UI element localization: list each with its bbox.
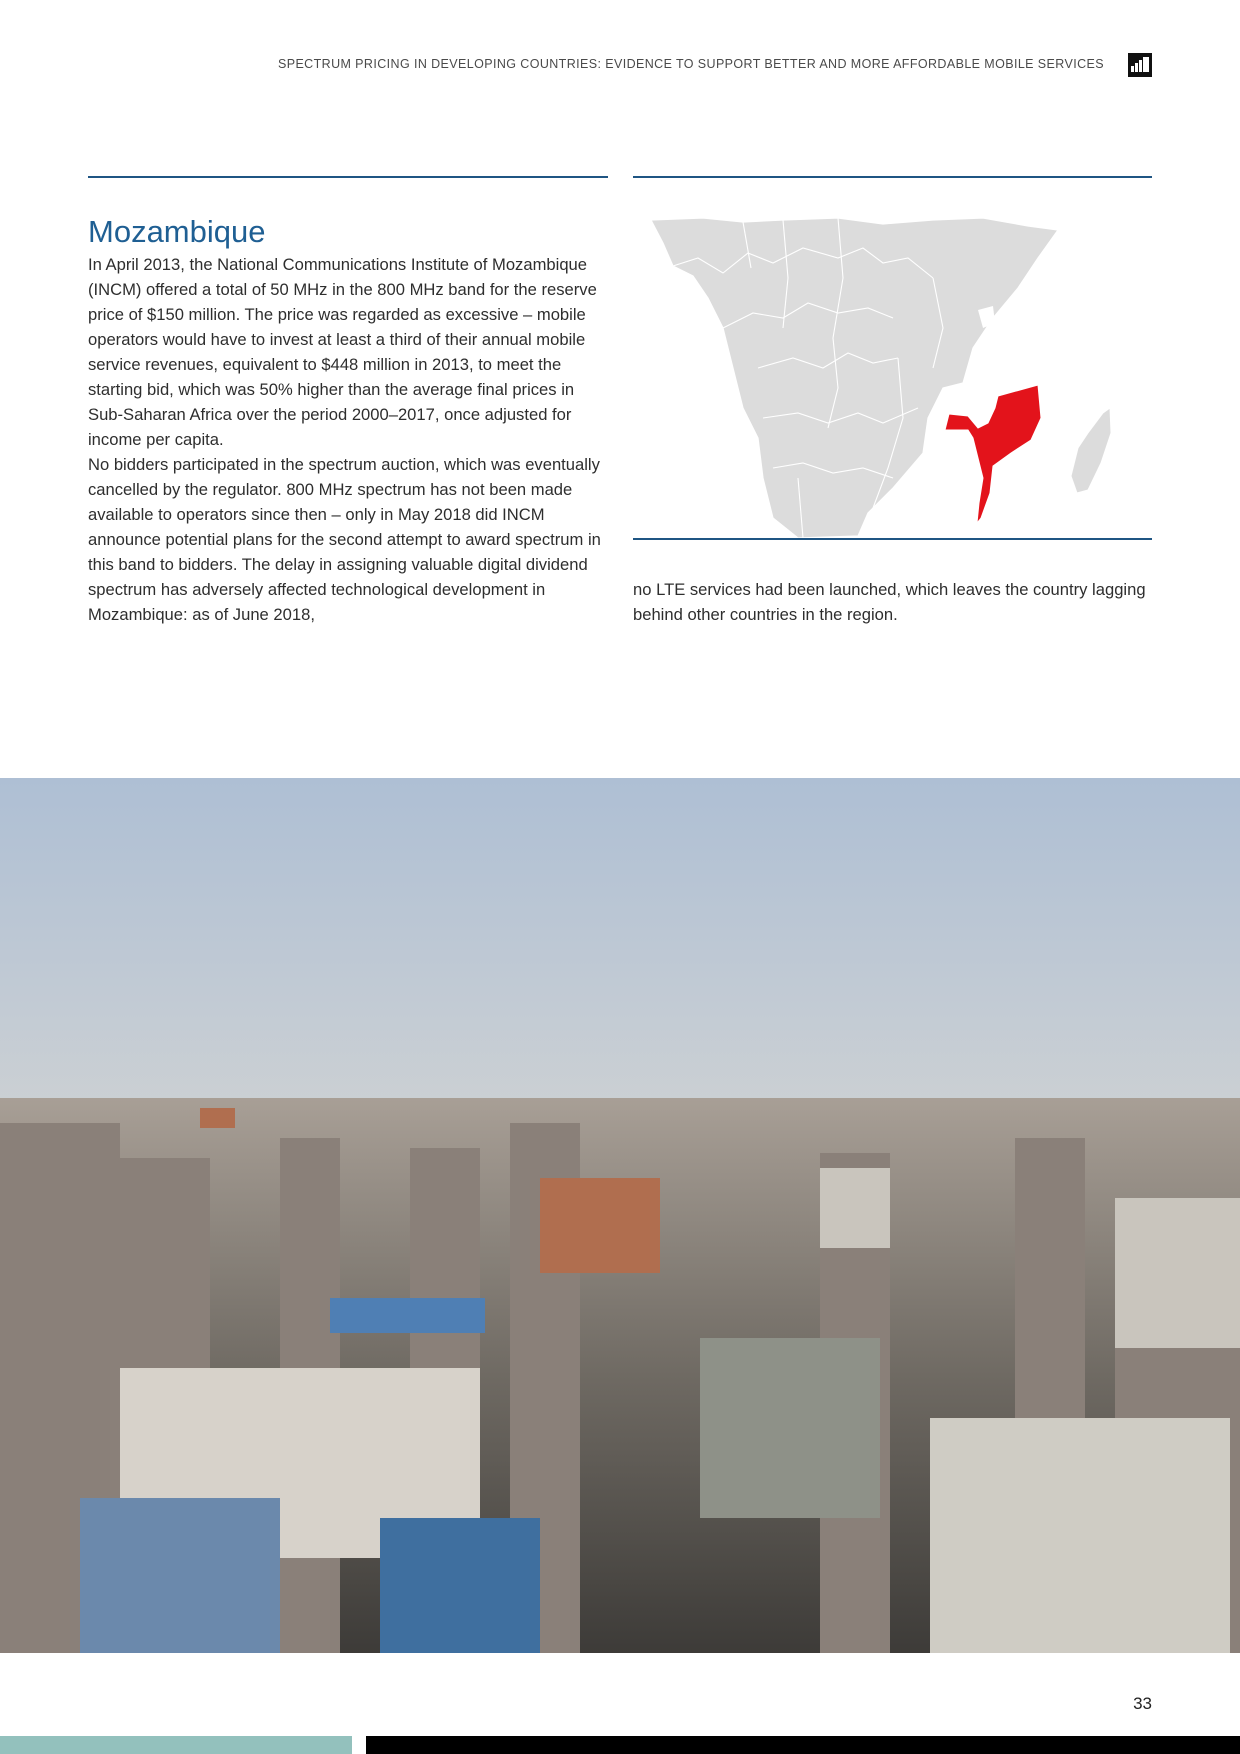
running-header: SPECTRUM PRICING IN DEVELOPING COUNTRIES: EVIDENCE TO SUPPORT BETTER AND MORE AFFORDABLE MOBILE SERVICES xyxy=(277,57,1104,71)
body-paragraph-1: In April 2013, the National Communications Institute of Mozambique (INCM) offered a total of 50 MHz in the 800 MHz band for the reserve price of $150 million. The price was regarded as excessive – mobile operators would have to invest at least a third of their annual mobile service revenues, equivalent to $448 million in 2013, to meet the starting bid, which was 50% higher than the average final prices in Sub-Saharan Africa over the period 2000–2017, once adjusted for income per capita. xyxy=(88,255,597,449)
column-rule-left xyxy=(88,176,608,178)
footer-band-right xyxy=(366,1736,1240,1754)
gsma-bars-icon xyxy=(1128,53,1152,77)
madagascar xyxy=(1071,408,1111,493)
mozambique-highlight xyxy=(945,385,1041,523)
body-paragraph-2: No bidders participated in the spectrum auction, which was eventually cancelled by the regulator. 800 MHz spectrum has not been made available to operators since then – only in May 2018 did INCM announce potential plans for the second attempt to award spectrum in this band to bidders. The delay in assigning valuable digital dividend spectrum has adversely affected technological development in Mozambique: as of June 2018, xyxy=(88,455,601,624)
body-paragraph-3: no LTE services had been launched, which leaves the country lagging behind other countries in the region. xyxy=(633,580,1146,624)
africa-map xyxy=(633,218,1152,538)
column-rule-right xyxy=(633,176,1152,178)
page-number: 33 xyxy=(1133,1694,1152,1713)
footer-band-left xyxy=(0,1736,352,1754)
section-heading: Mozambique xyxy=(88,214,266,249)
city-skyline-photo xyxy=(0,778,1240,1653)
map-bottom-rule xyxy=(633,538,1152,540)
